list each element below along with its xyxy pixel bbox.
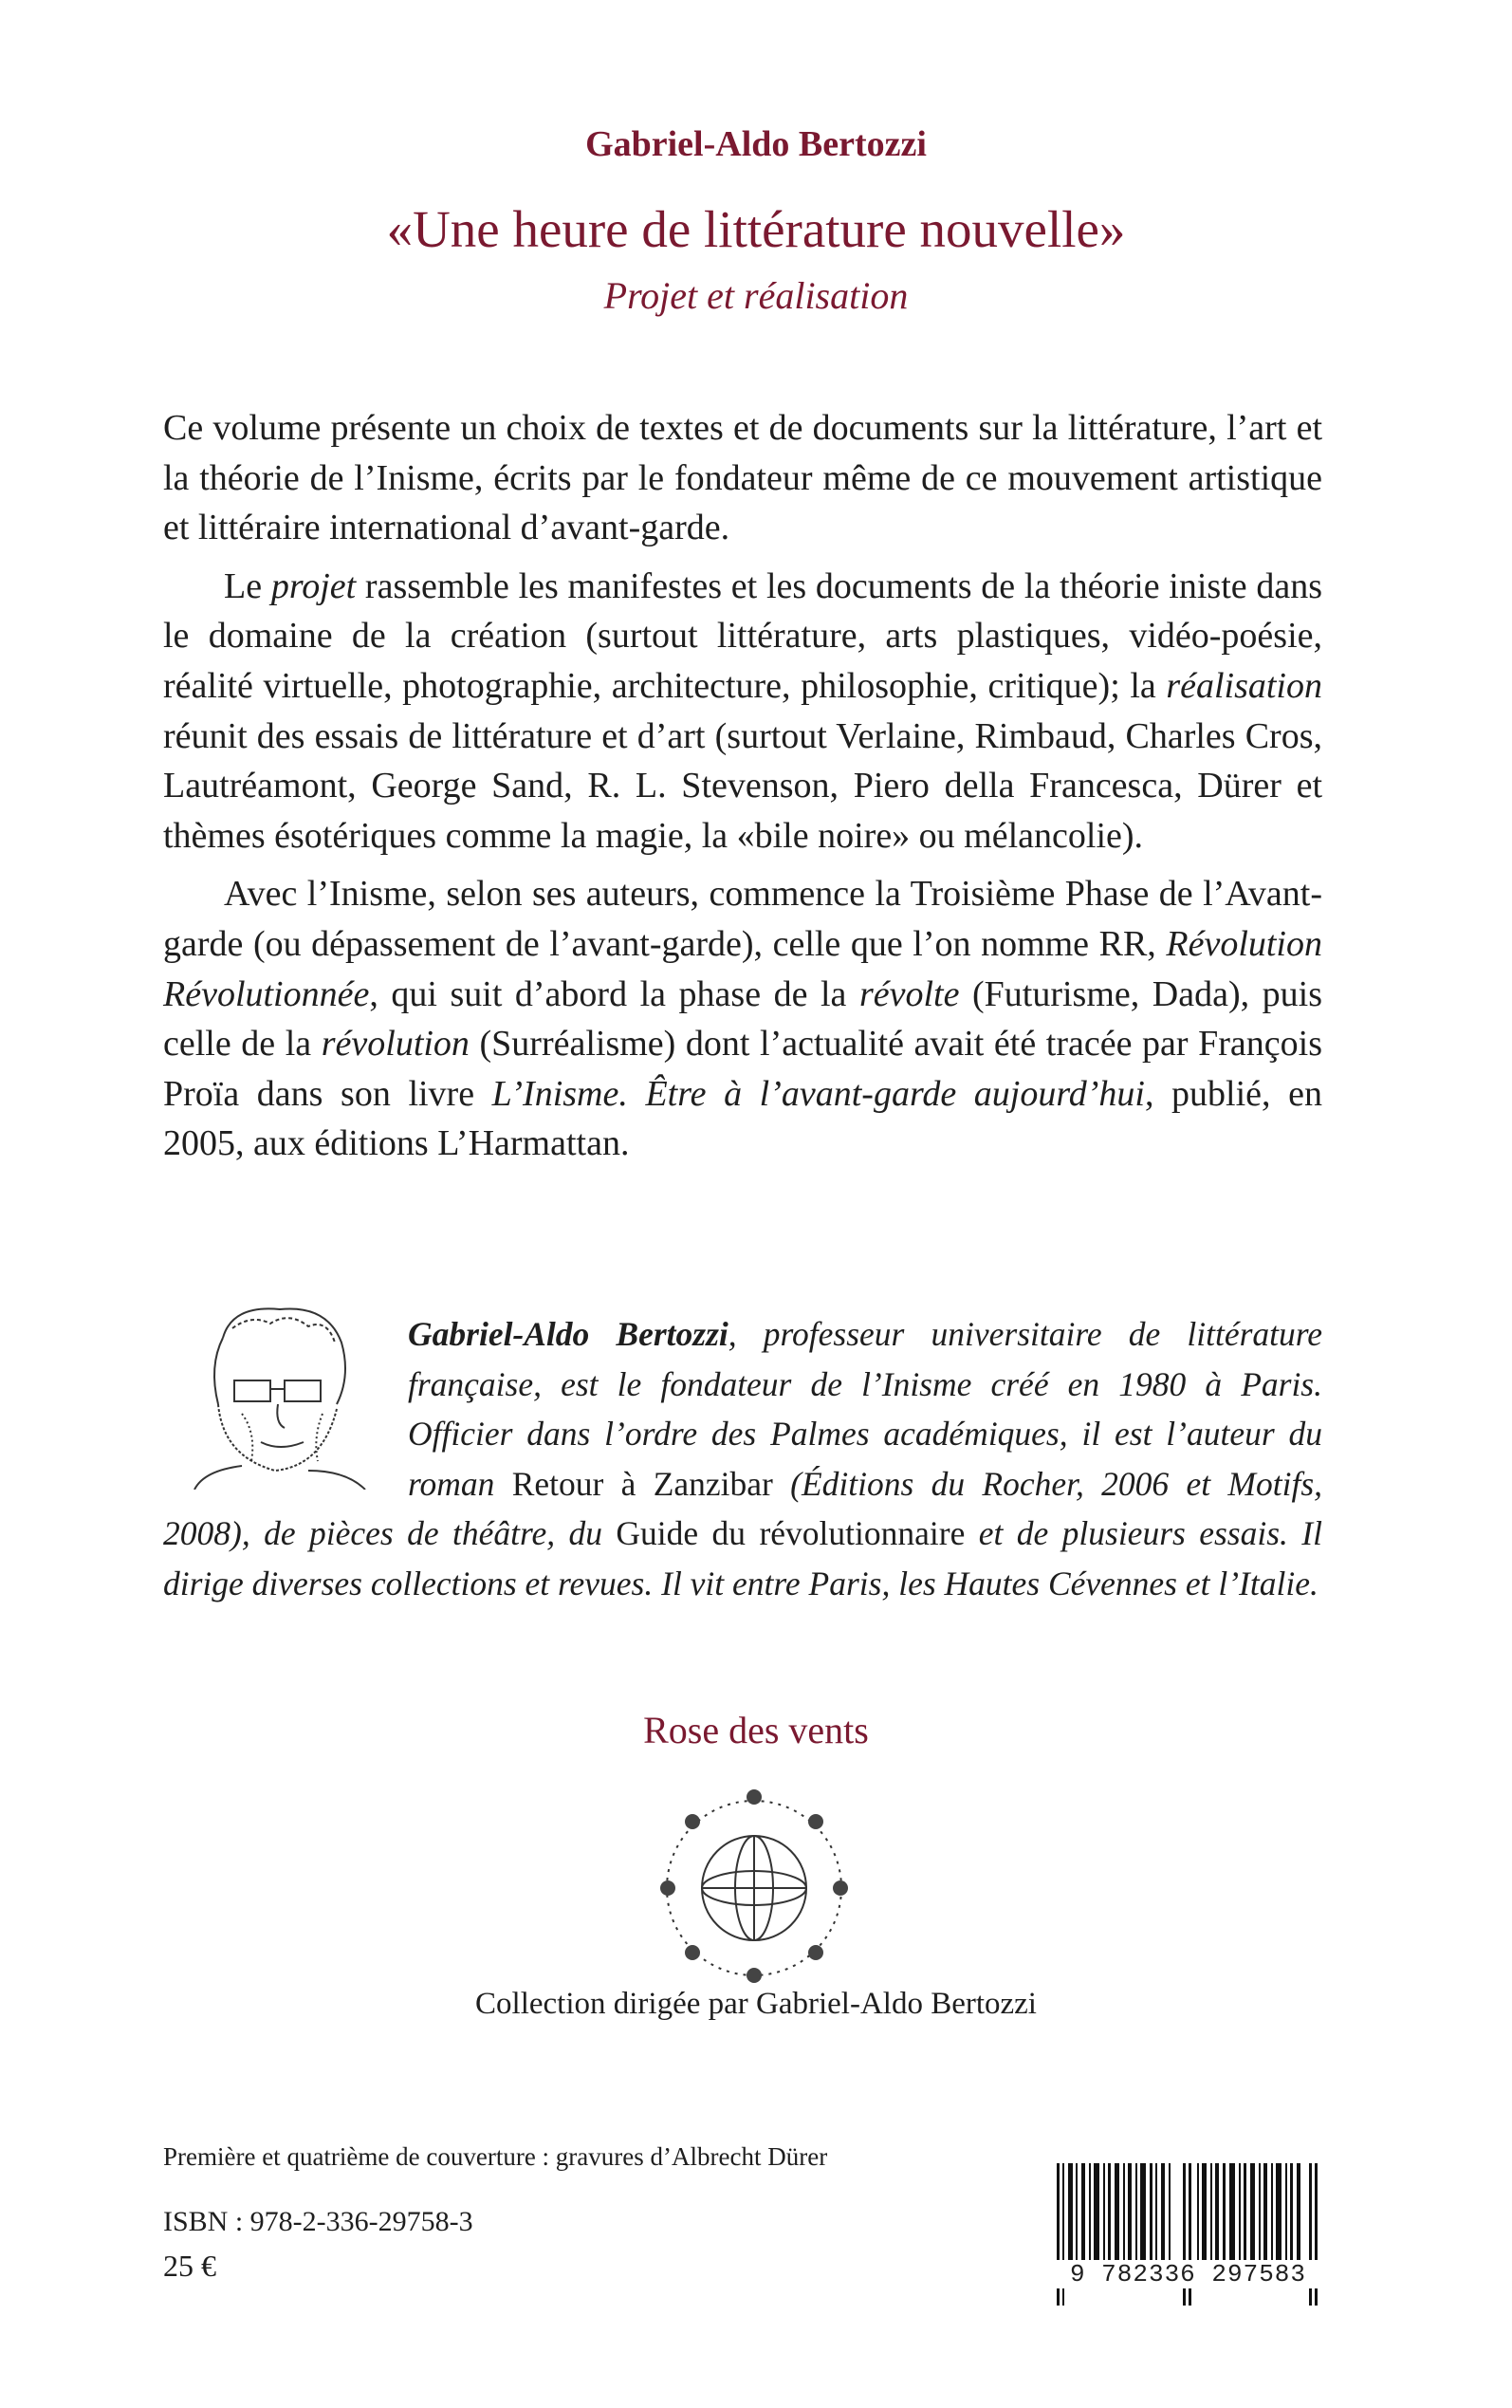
collection-name: Rose des vents [643,1709,869,1751]
bio-author-name: Gabriel-Aldo Bertozzi [408,1315,728,1353]
book-title: «Une heure de littérature nouvelle» [386,200,1126,258]
barcode-digits: 9 782336 297583 [1053,2260,1323,2288]
cover-credits: Première et quatrième de couverture : gravures d’Albrecht Dürer [163,2142,828,2171]
collection-director: Collection dirigée par Gabriel-Aldo Bertozzi [475,1987,1037,2021]
price: 25 € [163,2249,216,2283]
author-name: Gabriel-Aldo Bertozzi [585,124,927,164]
isbn: ISBN : 978-2-336-29758-3 [163,2206,473,2237]
summary-paragraph-3: Avec l’Inisme, selon ses auteurs, commence la Troisième Phase de l’Avant-garde (ou dépassement de l’avant-garde), celle que l’on nomme RR, Révolution Révolutionnée, qui suit d’abord la phase de la révolte (Futurisme, Dada), puis celle de la révolution (Surréalisme) dont l’actualité avait été tracée par François Proïa dans son livre L’Inisme. Être à l’avant-garde aujourd’hui, publié, en 2005, aux éditions L’Harmattan. [163,874,1322,1164]
summary-paragraph-1: Ce volume présente un choix de textes et de documents sur la littérature, l’art et la théorie de l’Inisme, écrits par le fondateur même de ce mouvement artistique et littéraire international d’avant-garde. [163,408,1322,548]
summary-text [163,403,1322,1177]
book-subtitle: Projet et réalisation [603,274,909,317]
summary-paragraph-2: Le projet rassemble les manifestes et les documents de la théorie iniste dans le domaine de la création (surtout littérature, arts plastiques, vidéo-poésie, réalité virtuelle, photographie, architecture, philosophie, critique); la réalisation réunit des essais de littérature et d’art (surtout Verlaine, Rimbaud, Charles Cros, Lautréamont, George Sand, R. L. Stevenson, Piero della Francesca, Dürer et thèmes ésotériques comme la magie, la «bile noire» ou mélancolie). [163,565,1323,856]
author-bio: Gabriel-Aldo Bertozzi, professeur universitaire de littérature française, est le fondateur de l’Inisme créé en 1980 à Paris. Officier dans l’ordre des Palmes académiques, il est l’auteur du roman Retour à Zanzibar (Éditions du Rocher, 2006 et Motifs, 2008), de pièces de théâtre, du Guide du révolutionnaire et de plusieurs essais. Il dirige diverses collections et revues. Il vit entre Paris, les Hautes Cévennes et l’Italie. [163,1315,1323,1602]
compass-rose-emblem-icon [655,1784,854,1983]
barcode-icon [1053,2163,1323,2315]
